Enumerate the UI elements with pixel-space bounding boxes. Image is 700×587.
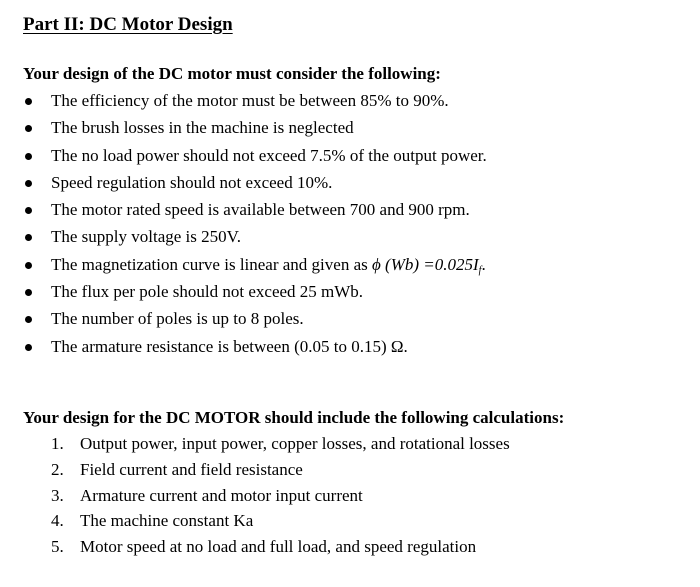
list-item [0, 282, 700, 309]
list-item-text: Field current and field resistance [80, 459, 303, 479]
section-heading-considerations: Your design of the DC motor must consider the following: [23, 64, 441, 83]
list-item [0, 118, 700, 145]
list-item [0, 511, 700, 537]
bullet-icon [25, 262, 32, 269]
list-item-text: Armature current and motor input current [80, 485, 363, 505]
list-item-number: 4. [51, 511, 64, 531]
list-item-text: The supply voltage is 250V. [51, 227, 241, 247]
bullet-icon [25, 153, 32, 160]
list-item [0, 200, 700, 227]
list-item-text: The efficiency of the motor must be between 85% to 90%. [51, 91, 449, 110]
bullet-icon [25, 207, 32, 214]
list-item-text: Speed regulation should not exceed 10%. [51, 172, 333, 192]
list-item-text: The machine constant Ka [80, 511, 254, 531]
section-heading-calculations: Your design for the DC MOTOR should include the following calculations: [23, 408, 565, 427]
considerations-list [0, 91, 700, 364]
bullet-icon [25, 316, 32, 323]
list-item-text-with-formula [51, 255, 486, 281]
bullet-icon [25, 125, 32, 132]
list-item [0, 146, 700, 173]
list-item-number: 2. [51, 459, 64, 479]
list-item [0, 486, 700, 512]
formula-main: ϕ (Wb) =0.025I [372, 254, 479, 274]
list-item [0, 173, 700, 200]
calculations-list [0, 434, 700, 563]
magnetization-formula [372, 255, 481, 274]
bullet-icon [25, 180, 32, 187]
list-item-text: The number of poles is up to 8 poles. [51, 309, 304, 329]
list-item-number: 3. [51, 485, 64, 505]
list-item-text: The no load power should not exceed 7.5% of the output power. [51, 145, 487, 165]
page-title: Part II: DC Motor Design [23, 14, 233, 35]
list-item [0, 537, 700, 563]
list-item [0, 434, 700, 460]
bullet-icon [25, 344, 32, 351]
list-item-number: 5. [51, 537, 64, 557]
magnetization-text: The magnetization curve is linear and given as [51, 254, 368, 274]
bullet-icon [25, 98, 32, 105]
list-item-text: Motor speed at no load and full load, and speed regulation [80, 537, 477, 557]
list-item-text: Output power, input power, copper losses, and rotational losses [80, 434, 510, 453]
list-item-text: The flux per pole should not exceed 25 mWb. [51, 282, 364, 302]
bullet-icon [25, 234, 32, 241]
list-item [0, 337, 700, 364]
list-item [0, 227, 700, 254]
bullet-icon [25, 289, 32, 296]
list-item-number: 1. [51, 434, 64, 453]
formula-subscript: f [478, 264, 482, 276]
list-item [0, 91, 700, 118]
list-item-text: The brush losses in the machine is neglected [51, 118, 354, 138]
list-item-text: The armature resistance is between (0.05 to 0.15) Ω. [51, 336, 408, 356]
formula-trail: . [481, 254, 486, 274]
list-item [0, 309, 700, 336]
list-item [0, 460, 700, 486]
list-item-text: The motor rated speed is available between 700 and 900 rpm. [51, 200, 470, 220]
list-item [0, 255, 700, 282]
